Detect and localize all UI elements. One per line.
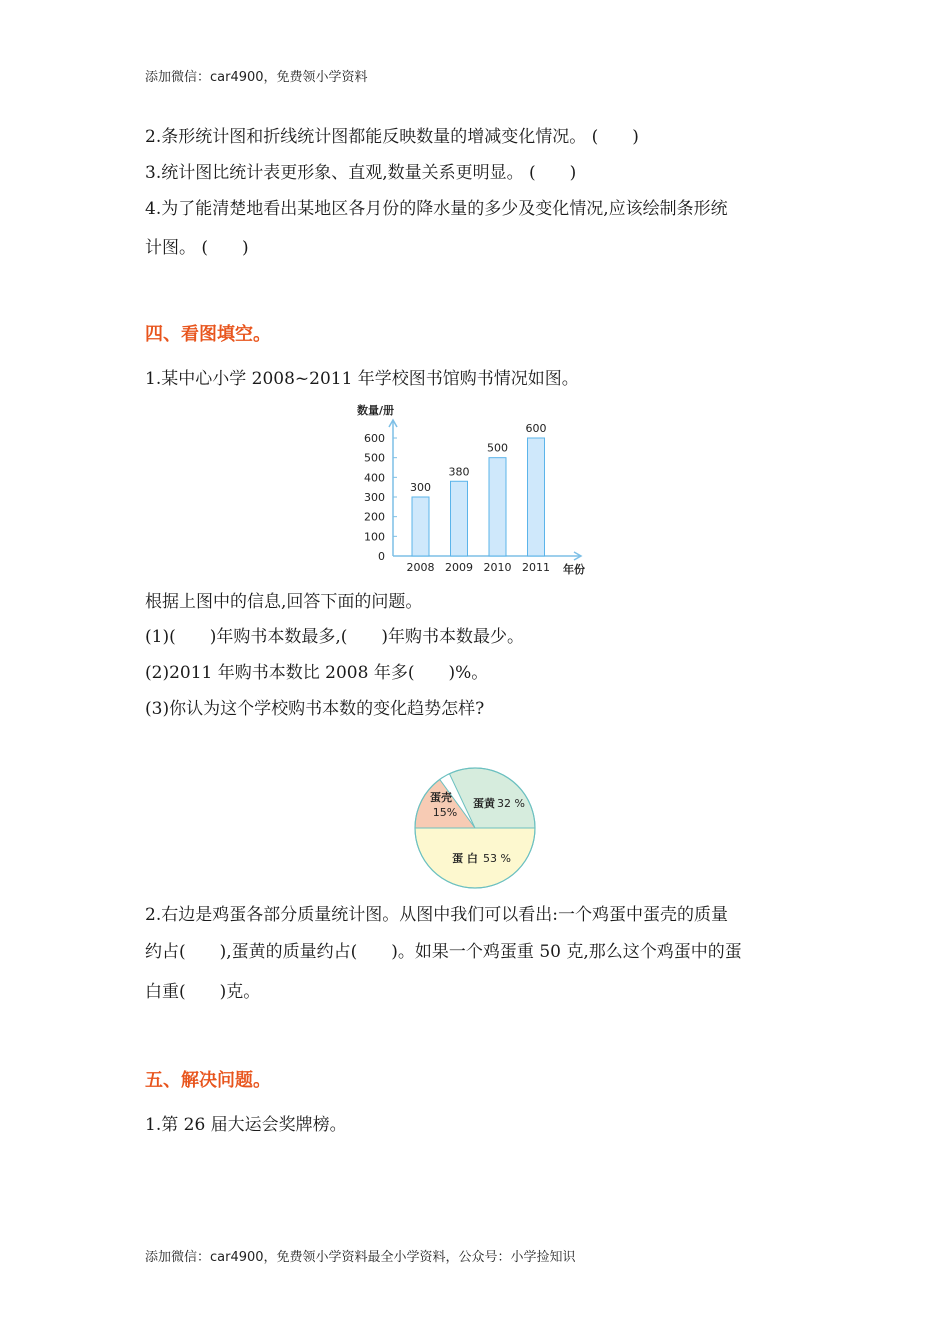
bar-value-label: 300	[410, 481, 431, 494]
page-footer: 添加微信：car4900，免费领小学资料最全小学资料，公众号：小学捡知识	[145, 1250, 576, 1265]
q1-prompt: 根据上图中的信息,回答下面的问题。	[145, 592, 423, 612]
x-tick-label: 2008	[406, 561, 435, 574]
pie-label-yolk: 蛋黄	[473, 797, 495, 810]
q1-sub-1: (1)( )年购书本数最多,( )年购书本数最少。	[145, 627, 525, 647]
q2-line-3: 白重( )克。	[145, 982, 261, 1002]
q1-intro: 1.某中心小学 2008~2011 年学校图书馆购书情况如图。	[145, 369, 579, 389]
bar-value-label: 500	[487, 441, 508, 455]
x-tick-label: 2011	[522, 561, 550, 574]
bar	[451, 481, 468, 556]
bar	[412, 497, 429, 556]
y-tick-label: 300	[364, 491, 385, 504]
q2-line-2-text: 约占( ),蛋黄的质量约占( )。如果一个鸡蛋重 50 克,那么这个鸡蛋中的蛋	[145, 942, 742, 962]
s5-q1: 1.第 26 届大运会奖牌榜。	[145, 1115, 347, 1135]
bar	[528, 438, 545, 556]
judge-item-4-cont: 计图。 ( )	[145, 238, 249, 258]
judge-item-3: 3.统计图比统计表更形象、直观,数量关系更明显。 ( )	[145, 163, 577, 183]
page-header: 添加微信：car4900，免费领小学资料	[145, 70, 368, 85]
y-tick-label: 100	[364, 530, 385, 544]
section-5-title: 五、解决问题。	[145, 1070, 271, 1091]
judge-item-2: 2.条形统计图和折线统计图都能反映数量的增减变化情况。 ( )	[145, 127, 639, 147]
pie-pct-white: 53 %	[483, 852, 511, 865]
y-tick-label: 600	[364, 432, 385, 445]
section-4-title: 四、看图填空。	[145, 324, 271, 345]
pie-pct-shell: 15%	[432, 806, 458, 819]
y-axis-label: 数量/册	[357, 404, 395, 417]
pie-pct-yolk: 32 %	[497, 797, 525, 810]
bar	[489, 458, 506, 556]
pie-label-white: 蛋 白	[452, 852, 478, 865]
x-tick-label: 2009	[445, 561, 473, 574]
q1-sub-2: (2)2011 年购书本数比 2008 年多( )%。	[145, 663, 489, 683]
y-tick-label: 0	[378, 550, 385, 563]
judge-item-4: 4.为了能清楚地看出某地区各月份的降水量的多少及变化情况,应该绘制条形统	[145, 199, 728, 219]
pie-chart	[405, 763, 545, 893]
q1-sub-3: (3)你认为这个学校购书本数的变化趋势怎样?	[145, 699, 485, 719]
bar-value-label: 380	[448, 465, 470, 479]
pie-label-shell: 蛋壳	[430, 791, 452, 804]
y-tick-label: 500	[364, 451, 385, 465]
bar-chart	[355, 398, 595, 583]
q2-line-1: 2.右边是鸡蛋各部分质量统计图。从图中我们可以看出:一个鸡蛋中蛋壳的质量	[145, 905, 728, 925]
x-tick-label: 2010	[483, 561, 512, 574]
q2-line-2	[145, 940, 742, 964]
y-tick-label: 400	[364, 471, 385, 485]
x-axis-label: 年份	[563, 563, 585, 576]
bar-value-label: 600	[525, 422, 547, 435]
y-tick-label: 200	[364, 510, 385, 524]
